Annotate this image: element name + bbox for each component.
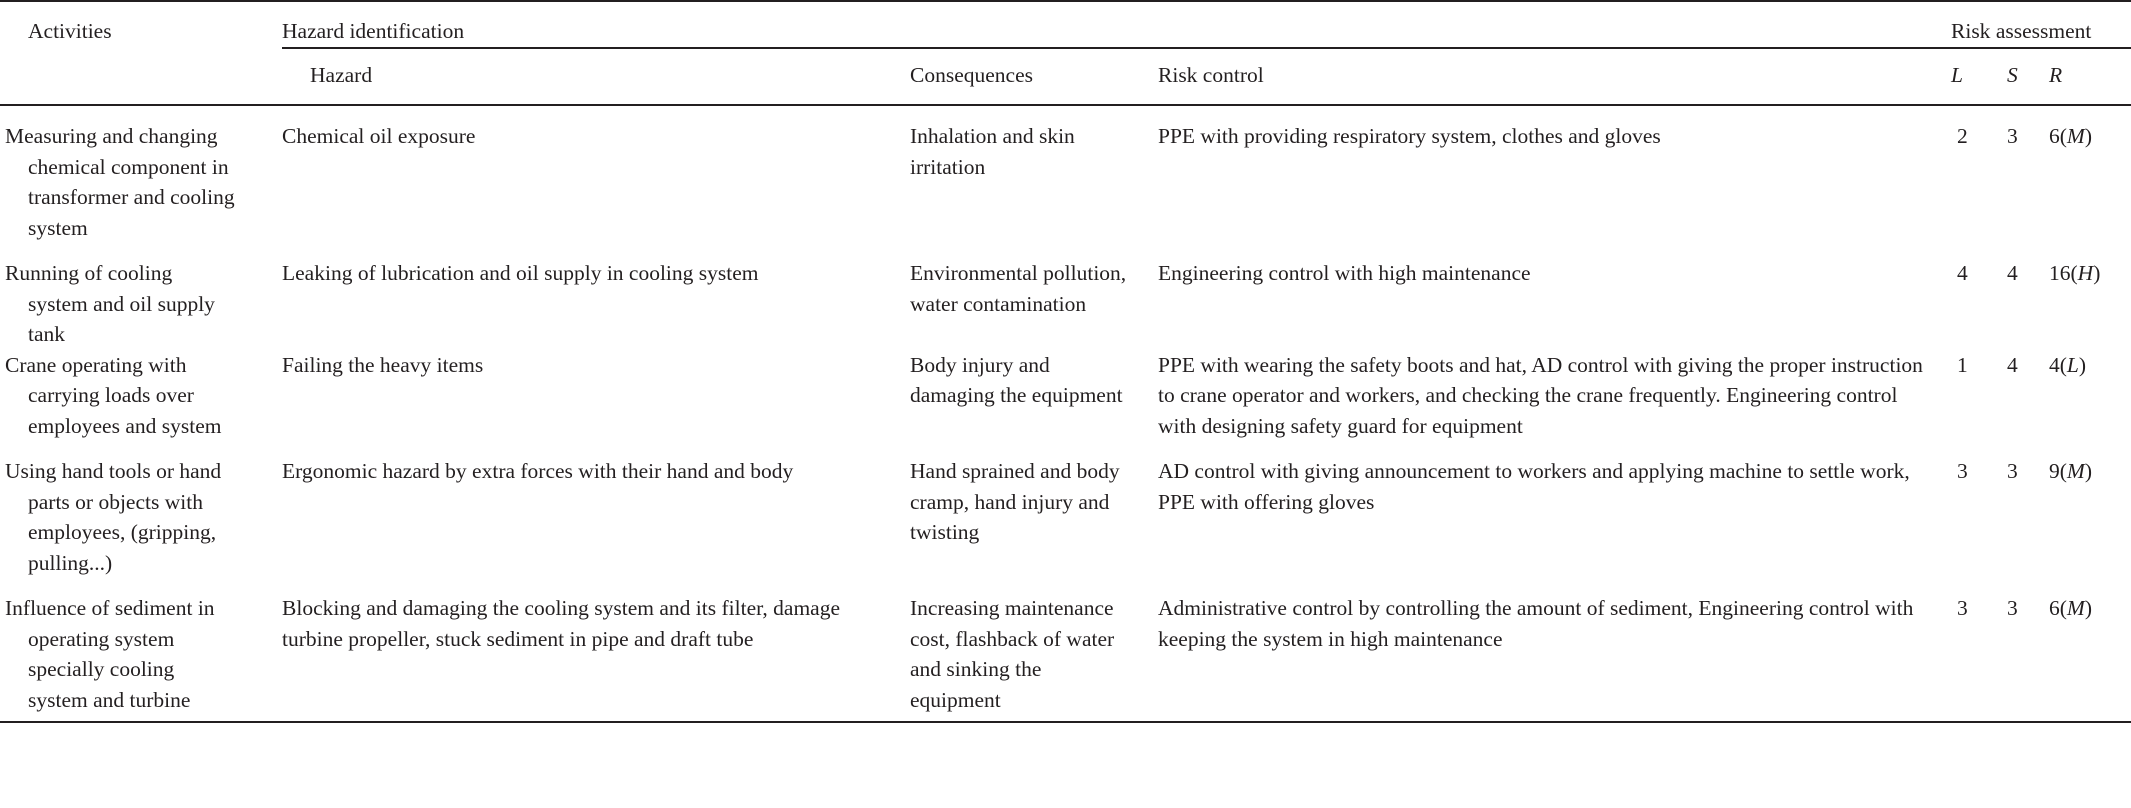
cell-activities	[0, 106, 282, 243]
cell-hazard: Blocking and damaging the cooling system and its filter, damage turbine propeller, stuck sediment in pipe and draft tube	[282, 596, 841, 651]
table-row	[0, 350, 2131, 442]
cell-risk-control: PPE with wearing the safety boots and hat, AD control with giving the proper instruction to crane operator and workers, and checking the crane frequently. Engineering control with designing safety guard for equipment	[1158, 352, 1923, 438]
table-row	[0, 106, 2131, 243]
cell-activities-text: Crane operating with carrying loads over employees and system	[5, 352, 222, 438]
cell-likelihood: 3	[1957, 596, 1968, 621]
cell-likelihood: 4	[1957, 261, 1968, 286]
column-header-hazard: Hazard	[310, 62, 373, 87]
cell-likelihood: 1	[1957, 352, 1968, 377]
cell-activities	[0, 243, 282, 350]
cell-severity: 3	[2007, 124, 2018, 149]
risk-score-value: 4	[2049, 352, 2060, 377]
cell-activities-text: Influence of sediment in operating system specially cooling system and turbine	[5, 596, 215, 712]
risk-score-level: M	[2066, 124, 2085, 149]
cell-risk-score: 6(M)	[2049, 124, 2093, 149]
cell-risk-score: 4(L)	[2049, 352, 2087, 377]
column-header-risk-control: Risk control	[1158, 62, 1264, 87]
cell-consequences: Increasing maintenance cost, flashback of water and sinking the equipment	[910, 596, 1115, 712]
cell-activities	[0, 441, 282, 578]
cell-severity: 4	[2007, 352, 2018, 377]
cell-likelihood: 2	[1957, 124, 1968, 149]
cell-activities-text: Using hand tools or hand parts or objects with employees, (gripping, pulling...)	[5, 459, 222, 575]
cell-activities-text: Running of cooling system and oil supply tank	[5, 261, 215, 347]
cell-risk-control: Administrative control by controlling the amount of sediment, Engineering control with keeping the system in high maintenance	[1158, 596, 1914, 651]
table-row	[0, 578, 2131, 722]
cell-consequences: Inhalation and skin irritation	[910, 124, 1075, 179]
column-header-hazard-identification: Hazard identification	[282, 19, 465, 43]
table-row	[0, 441, 2131, 578]
risk-score-level: M	[2066, 596, 2085, 621]
sub-header-blank	[0, 49, 282, 106]
cell-risk-control: PPE with providing respiratory system, clothes and gloves	[1158, 124, 1661, 149]
table-head	[0, 1, 2131, 106]
cell-hazard: Ergonomic hazard by extra forces with their hand and body	[282, 459, 794, 484]
risk-score-value: 6	[2049, 596, 2060, 621]
cell-risk-score: 16(H)	[2049, 261, 2101, 286]
bottom-rule	[0, 722, 2131, 723]
risk-score-value: 6	[2049, 124, 2060, 149]
cell-consequences: Environmental pollution, water contamination	[910, 261, 1127, 316]
cell-severity: 4	[2007, 261, 2018, 286]
cell-risk-control: AD control with giving announcement to workers and applying machine to settle work, PPE with offering gloves	[1158, 459, 1910, 514]
cell-risk-score: 6(M)	[2049, 596, 2093, 621]
risk-assessment-line-1: Risk	[1951, 19, 1991, 43]
cell-hazard: Leaking of lubrication and oil supply in cooling system	[282, 261, 759, 286]
column-header-activities: Activities	[28, 19, 112, 43]
group-header-row	[0, 2, 2131, 48]
cell-severity: 3	[2007, 596, 2018, 621]
column-header-consequences: Consequences	[910, 62, 1033, 87]
cell-hazard: Failing the heavy items	[282, 352, 484, 377]
cell-consequences: Body injury and damaging the equipment	[910, 352, 1123, 408]
risk-score-value: 16	[2049, 261, 2071, 286]
risk-score-value: 9	[2049, 459, 2060, 484]
cell-activities	[0, 350, 282, 442]
cell-severity: 3	[2007, 459, 2018, 484]
column-header-risk-assessment	[1951, 2, 2131, 48]
cell-activities-text: Measuring and changing chemical component in transformer and cooling system	[5, 124, 235, 240]
table-row	[0, 243, 2131, 350]
cell-risk-control: Engineering control with high maintenance	[1158, 261, 1531, 286]
cell-hazard: Chemical oil exposure	[282, 124, 476, 149]
risk-assessment-line-2: assessment	[1995, 19, 2092, 43]
risk-score-level: L	[2066, 352, 2079, 377]
column-header-severity: S	[2007, 62, 2018, 87]
table-body	[0, 106, 2131, 723]
sub-header-row	[0, 49, 2131, 106]
cell-consequences: Hand sprained and body cramp, hand injury and twisting	[910, 459, 1120, 545]
risk-score-level: M	[2066, 459, 2085, 484]
column-header-risk: R	[2049, 62, 2063, 87]
column-header-likelihood: L	[1951, 62, 1963, 87]
risk-score-level: H	[2077, 261, 2094, 286]
cell-likelihood: 3	[1957, 459, 1968, 484]
cell-risk-score: 9(M)	[2049, 459, 2093, 484]
cell-activities	[0, 578, 282, 722]
